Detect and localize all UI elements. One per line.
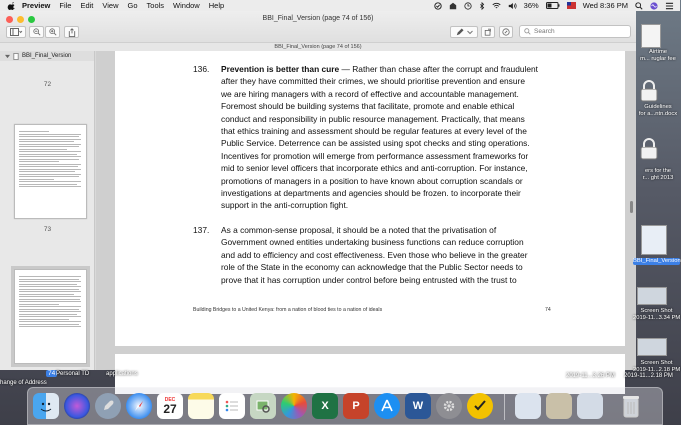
zoom-in-button[interactable] xyxy=(45,26,60,38)
desktop-label-applications[interactable]: applications xyxy=(106,371,138,377)
zoom-out-button[interactable] xyxy=(29,26,44,38)
desktop-screenshot-thumb-2[interactable] xyxy=(637,338,667,356)
rotate-button[interactable] xyxy=(481,26,495,38)
page-label-73: 73 xyxy=(43,226,52,233)
desktop-file-label-airtime[interactable]: Airtime m... ruglar fee xyxy=(640,49,676,62)
page-footer-title: Building Bridges to a United Kenya: from a nation of blood ties to a nation of ideals xyxy=(193,307,383,313)
share-button[interactable] xyxy=(64,26,79,38)
window-title: BBI_Final_Version (page 74 of 156) xyxy=(262,15,374,22)
search-input[interactable] xyxy=(534,28,624,35)
app-store-a-icon xyxy=(380,399,394,413)
lock-icon[interactable] xyxy=(640,138,658,160)
reminders-icon[interactable] xyxy=(219,393,245,419)
desktop-label-personal-td[interactable]: Personal TD xyxy=(56,371,90,377)
desktop-label-strip xyxy=(0,370,680,387)
desktop-label-change-address[interactable]: hange of Address xyxy=(0,380,47,386)
menu-help[interactable]: Help xyxy=(208,1,225,10)
menu-preview[interactable]: Preview xyxy=(22,1,51,10)
chevron-down-icon xyxy=(467,30,473,35)
notes-icon[interactable] xyxy=(188,393,214,419)
desktop-screenshot-thumb-1[interactable] xyxy=(637,287,667,305)
desktop-label-date-1[interactable]: 2019-11...3.26 PM xyxy=(566,373,615,379)
menu-edit[interactable]: Edit xyxy=(80,1,94,10)
page-label-74: 74 xyxy=(48,370,56,377)
menu-file[interactable]: File xyxy=(59,1,72,10)
desktop-file-label-bbi[interactable]: BBI_Final_Version xyxy=(633,258,681,264)
menu-tools[interactable]: Tools xyxy=(146,1,165,10)
paragraph-137: As a common-sense proposal, it should be a noted that the privatisation of Government owned entities undertaking business functions can reduce corruption and add to efficiency and cost effectiveness. Even those who believe in the greater role of the State in the economy can acknowledge that the Public Sector needs to prove that it has corruption under control before being entrusted with the trust to xyxy=(221,225,528,285)
launchpad-icon[interactable] xyxy=(95,393,121,419)
desktop-file-label-guidelines[interactable]: Guidelines for a...ntn.docx xyxy=(638,104,678,117)
document-view[interactable] xyxy=(96,51,636,370)
markup-icon xyxy=(502,28,510,36)
dock-divider xyxy=(504,394,505,420)
pdf-page-74 xyxy=(115,51,625,346)
siri-icon[interactable] xyxy=(650,2,658,10)
word-icon[interactable]: W xyxy=(405,393,431,419)
menu-go[interactable]: Go xyxy=(127,1,138,10)
markup-toolbar-button[interactable] xyxy=(499,26,513,38)
desktop-label-date-2[interactable]: 2019-11...2.18 PM xyxy=(624,373,673,379)
preview-document-dock-icon[interactable] xyxy=(515,393,541,419)
flag-icon[interactable] xyxy=(567,2,576,9)
siri-dock-icon[interactable] xyxy=(64,393,90,419)
calendar-day: 27 xyxy=(163,401,177,416)
calendar-month: DEC xyxy=(164,396,176,403)
page-thumbnail-73[interactable] xyxy=(14,124,87,219)
photos-stack-icon xyxy=(255,398,271,414)
finder-icon[interactable] xyxy=(33,393,59,419)
title-bar xyxy=(0,11,636,51)
photos-icon[interactable] xyxy=(281,393,307,419)
apple-icon[interactable] xyxy=(8,2,16,10)
system-preferences-icon[interactable] xyxy=(436,393,462,419)
spotlight-icon[interactable] xyxy=(635,2,643,10)
paragraph-number-136: 136. xyxy=(193,64,210,74)
page-thumbnail-74[interactable] xyxy=(14,269,87,364)
disclosure-triangle-icon[interactable] xyxy=(5,54,10,59)
page-footer-number: 74 xyxy=(545,307,551,313)
page-label-72: 72 xyxy=(43,81,52,88)
document-icon xyxy=(13,53,19,60)
vertical-scroll-thumb[interactable] xyxy=(630,201,633,213)
rocket-icon xyxy=(101,399,115,413)
search-field[interactable] xyxy=(519,25,631,38)
desktop-file-label-screenshot-2[interactable]: Screen Shot 2019-11...2.18 PM xyxy=(633,360,681,373)
notification-center-icon[interactable] xyxy=(665,2,674,10)
list-icon xyxy=(224,398,240,414)
paragraph-number-137: 137. xyxy=(193,225,210,235)
growl-icon[interactable] xyxy=(449,2,457,10)
rotate-icon xyxy=(484,28,492,36)
zoom-out-icon xyxy=(33,28,41,36)
wifi-icon[interactable] xyxy=(492,2,501,10)
safari-icon[interactable] xyxy=(126,393,152,419)
powerpoint-icon[interactable]: P xyxy=(343,393,369,419)
menu-view[interactable]: View xyxy=(102,1,119,10)
excel-icon[interactable]: X xyxy=(312,393,338,419)
desktop-file-icon-bbi[interactable] xyxy=(641,225,667,255)
compass-icon xyxy=(131,398,147,414)
desktop-file-label-ers[interactable]: ers for the r... ght 2013 xyxy=(642,168,674,181)
menu-window[interactable]: Window xyxy=(173,1,200,10)
lock-icon[interactable] xyxy=(640,80,658,102)
clock-icon[interactable] xyxy=(464,2,472,10)
sidebar-doc-header[interactable] xyxy=(0,51,94,61)
pen-icon xyxy=(455,28,464,37)
volume-icon[interactable] xyxy=(508,2,517,10)
screenshots-stack-dock-icon[interactable] xyxy=(577,393,603,419)
norton-icon[interactable] xyxy=(434,2,442,10)
photos-document-dock-icon[interactable] xyxy=(546,393,572,419)
sidebar-toggle-button[interactable] xyxy=(6,26,26,38)
paragraph-136: Prevention is better than cure — Rather than chase after the corrupt and fraudulent after they have committed their crimes, we should prioritise prevention and ensure we are hiring managers with a record of effective and accountable management. Foremost should be building systems that facilitate, promote and enable ethical conduct and responsibility in public resource management. Practically, that means that ethics training and assessment should be regular features at every level of the Public Service. Deterrence can be assisted using spot checks and sting operations. Incentives for promotion will emerge from performance assessment frameworks for mid to senior level officers that incorporate ethics and anti-corruption. For instance, promotions of managers in a position to have known about corruption scandals or investigations at departments and agencies should be frozen. to incorporate their support in the anti-corruption fight. xyxy=(221,64,539,211)
battery-icon[interactable] xyxy=(546,2,560,9)
checkmark-icon xyxy=(473,399,487,413)
desktop-file-icon-airtime[interactable] xyxy=(641,24,661,48)
zoom-in-icon xyxy=(49,28,57,36)
paragraph-heading: Prevention is better than cure xyxy=(221,64,340,74)
preview-dock-icon[interactable] xyxy=(250,393,276,419)
document-subtitle-bar: BBI_Final_Version (page 74 of 156) xyxy=(0,42,636,51)
battery-percent: 36% xyxy=(523,1,539,10)
menubar-clock[interactable]: Wed 8:36 PM xyxy=(582,1,628,10)
search-icon xyxy=(524,28,531,35)
norton-dock-icon[interactable] xyxy=(467,393,493,419)
sidebar-icon xyxy=(10,28,22,36)
menu-bar xyxy=(0,0,680,11)
markup-pen-button[interactable] xyxy=(450,26,478,38)
share-icon xyxy=(68,28,76,37)
finder-face-icon xyxy=(37,397,55,415)
trash-icon[interactable] xyxy=(618,393,644,419)
dock xyxy=(27,387,663,425)
trash-can-icon xyxy=(621,394,641,418)
app-store-icon[interactable] xyxy=(374,393,400,419)
calendar-icon[interactable] xyxy=(157,393,183,419)
desktop-file-label-screenshot-1[interactable]: Screen Shot 2019-11...3.34 PM xyxy=(633,308,681,321)
sidebar-doc-name: BBI_Final_Version xyxy=(22,53,72,59)
gear-icon xyxy=(441,398,457,414)
bluetooth-icon[interactable] xyxy=(479,2,485,10)
